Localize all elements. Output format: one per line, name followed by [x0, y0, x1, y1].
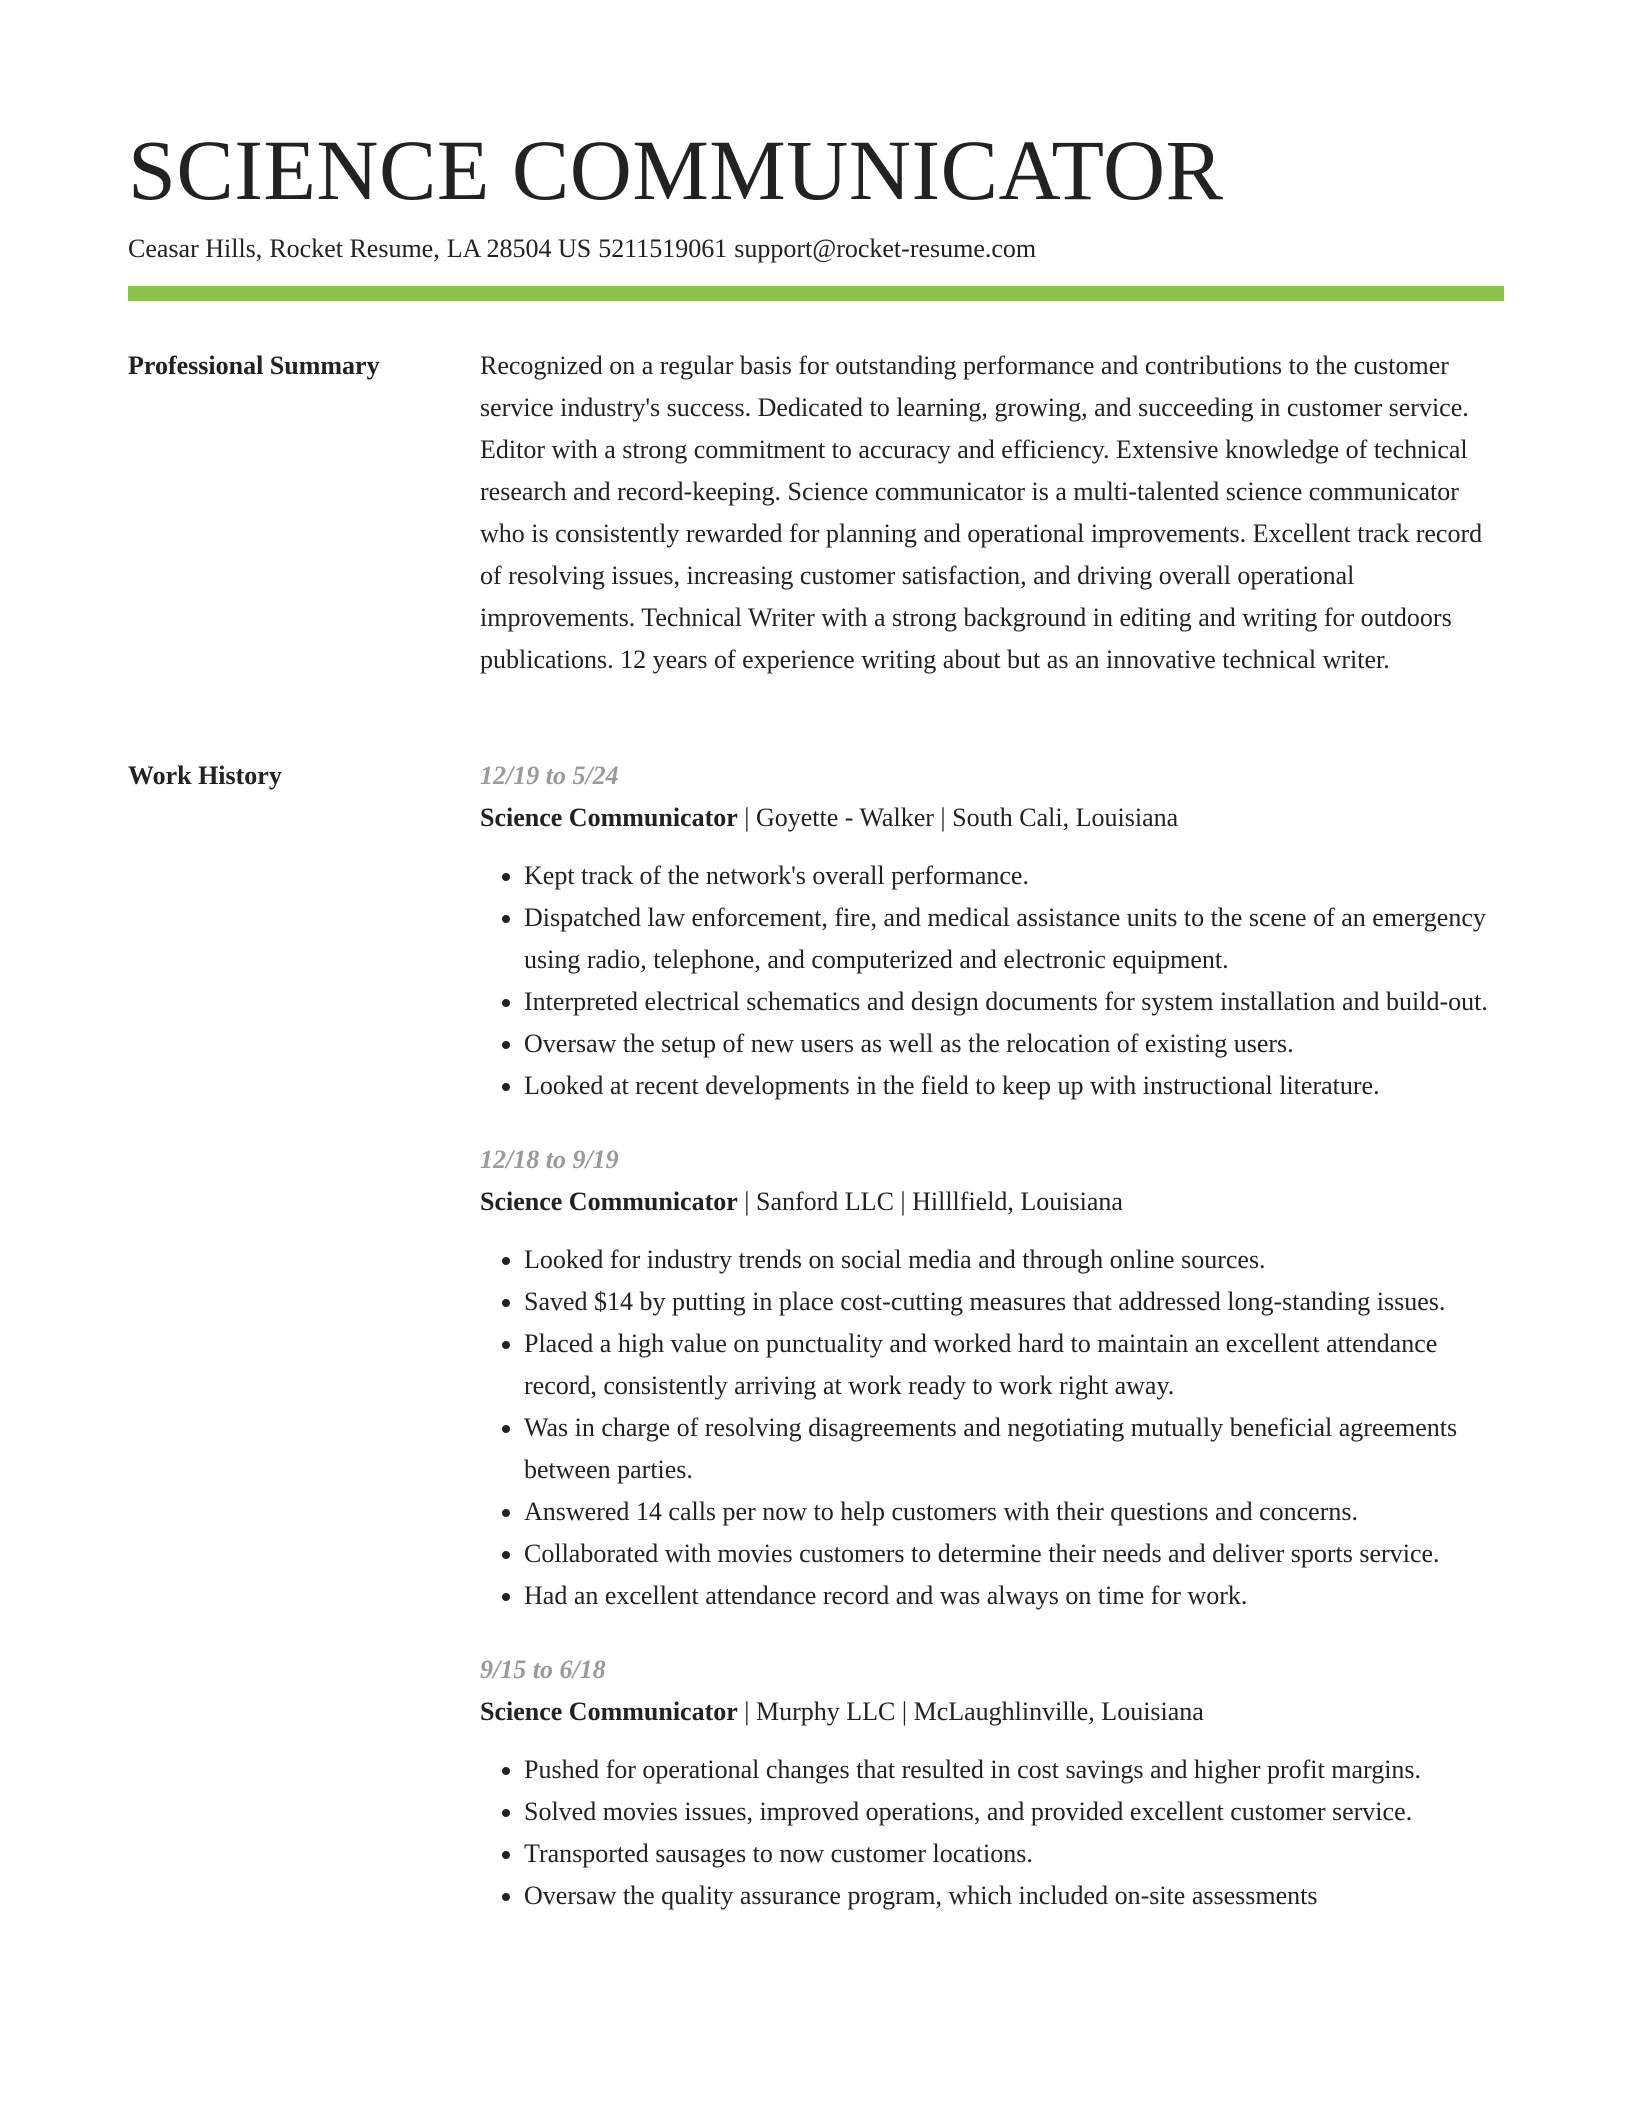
header-divider: [128, 286, 1504, 301]
job-bullet: • Oversaw the setup of new users as well as the relocation of existing users.: [524, 1023, 1504, 1065]
contact-line: [128, 229, 1036, 269]
contact-phone: 5211519061: [598, 234, 728, 263]
job-entry: [480, 755, 1504, 1107]
job-heading: [480, 1181, 1504, 1223]
job-heading: [480, 1691, 1504, 1733]
job-bullet: • Had an excellent attendance record and was always on time for work.: [524, 1575, 1504, 1617]
job-entry: [480, 1649, 1504, 1917]
work-history-body: [480, 755, 1504, 1949]
job-employer-location: | Murphy LLC | McLaughlinville, Louisiana: [737, 1697, 1204, 1726]
contact-email: support@rocket-resume.com: [734, 234, 1037, 263]
job-bullet-list: [480, 1239, 1504, 1617]
job-bullet: • Placed a high value on punctuality and worked hard to maintain an excellent attendance record, consistently arriving at work ready to work right away.: [524, 1323, 1504, 1407]
job-heading: [480, 797, 1504, 839]
job-dates: 9/15 to 6/18: [480, 1655, 606, 1684]
work-history-heading: Work History: [128, 761, 282, 790]
contact-location: LA 28504 US: [446, 234, 592, 263]
job-bullet: • Kept track of the network's overall performance.: [524, 855, 1504, 897]
job-bullet-list: [480, 1749, 1504, 1917]
job-bullet-list: [480, 855, 1504, 1107]
job-bullet: • Oversaw the quality assurance program, which included on-site assessments: [524, 1875, 1504, 1917]
job-title: Science Communicator: [480, 1697, 738, 1726]
job-bullet: • Answered 14 calls per now to help customers with their questions and concerns.: [524, 1491, 1504, 1533]
job-entry: [480, 1139, 1504, 1617]
job-bullet: • Transported sausages to now customer locations.: [524, 1833, 1504, 1875]
job-bullet: • Solved movies issues, improved operations, and provided excellent customer service.: [524, 1791, 1504, 1833]
job-dates: 12/18 to 9/19: [480, 1145, 619, 1174]
job-employer-location: | Goyette - Walker | South Cali, Louisiana: [737, 803, 1179, 832]
summary-heading: Professional Summary: [128, 351, 380, 380]
summary-body: [480, 345, 1504, 681]
job-bullet: • Looked at recent developments in the field to keep up with instructional literature.: [524, 1065, 1504, 1107]
contact-company: Rocket Resume,: [269, 234, 440, 263]
job-dates: 12/19 to 5/24: [480, 761, 619, 790]
summary-text: Recognized on a regular basis for outstanding performance and contributions to the customer service industry's success. Dedicated to learning, growing, and succeeding in customer service. Editor with a strong commitment to accuracy and efficiency. Extensive knowledge of technical research and record-keeping. Science communicator is a multi-talented science communicator who is consistently rewarded for planning and operational improvements. Excellent track record of resolving issues, increasing customer satisfaction, and driving overall operational improvements. Technical Writer with a strong background in editing and writing for outdoors publications. 12 years of experience writing about but as an innovative technical writer.: [480, 351, 1483, 674]
job-title: Science Communicator: [480, 803, 738, 832]
job-bullet: • Interpreted electrical schematics and design documents for system installation and build-out.: [524, 981, 1504, 1023]
job-title: Science Communicator: [480, 1187, 738, 1216]
job-bullet: • Saved $14 by putting in place cost-cutting measures that addressed long-standing issues.: [524, 1281, 1504, 1323]
resume-title: SCIENCE COMMUNICATOR: [128, 122, 1224, 218]
job-bullet: • Pushed for operational changes that resulted in cost savings and higher profit margins.: [524, 1749, 1504, 1791]
job-bullet: • Looked for industry trends on social media and through online sources.: [524, 1239, 1504, 1281]
contact-name: Ceasar Hills,: [128, 234, 263, 263]
job-bullet: • Dispatched law enforcement, fire, and medical assistance units to the scene of an emergency using radio, telephone, and computerized and electronic equipment.: [524, 897, 1504, 981]
job-bullet: • Was in charge of resolving disagreements and negotiating mutually beneficial agreements between parties.: [524, 1407, 1504, 1491]
job-employer-location: | Sanford LLC | Hilllfield, Louisiana: [737, 1187, 1123, 1216]
job-bullet: • Collaborated with movies customers to determine their needs and deliver sports service.: [524, 1533, 1504, 1575]
